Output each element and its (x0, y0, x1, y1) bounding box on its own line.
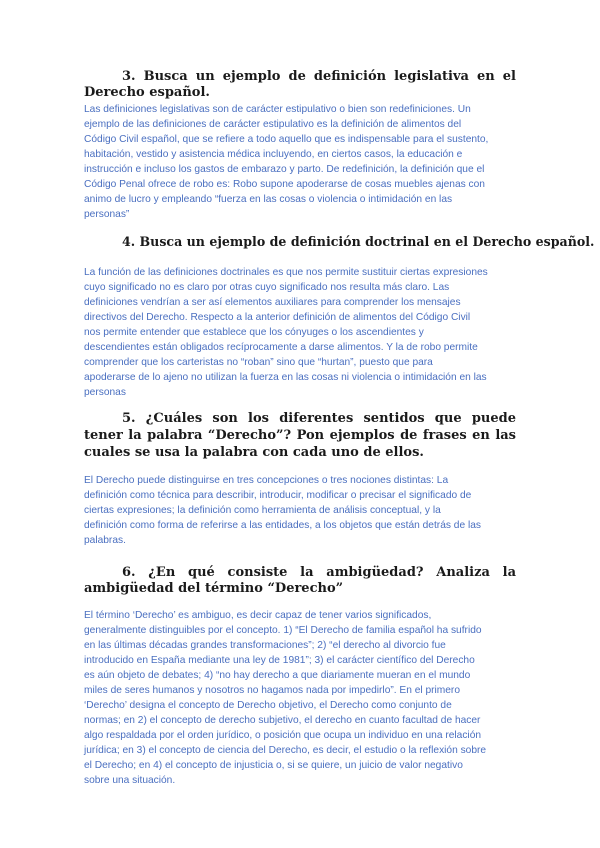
answer-line: cuyo significado no es claro por otras cuyo significado nos resulta más claro. Las (84, 282, 450, 293)
answer-line: personas (84, 387, 126, 398)
answer-line: Las definiciones legislativas son de carácter estipulativo o bien son redefiniciones. Un (84, 104, 471, 115)
answer-line: el Derecho; en 4) el concepto de injusticia o, si se quiere, un juicio de valor negativo (84, 760, 463, 771)
answer-paragraph-6 (84, 608, 486, 788)
answer-line: Código Penal ofrece de robo es: Robo supone apoderarse de cosas muebles ajenas con (84, 179, 485, 190)
answer-line: palabras. (84, 535, 126, 546)
answer-line: generalmente distinguibles por el concepto. 1) “El Derecho de familia español ha sufrido (84, 625, 482, 636)
answer-line: algo respaldada por el orden jurídico, o posición que ocupa un individuo en una relación (84, 730, 482, 741)
answer-line: descendientes están obligados recíprocamente a darse alimentos. Y la de robo permite (84, 342, 478, 353)
answer-line: habitación, vestido y asistencia médica incluyendo, en ciertos casos, la educación e (84, 149, 463, 160)
answer-paragraph-4 (84, 265, 488, 400)
answer-line: definición como forma de referirse a las entidades, a los objetos que están detrás de las (84, 520, 481, 531)
answer-line: El término ‘Derecho’ es ambiguo, es decir capaz de tener varios significados, (84, 610, 432, 621)
answer-line: El Derecho puede distinguirse en tres concepciones o tres nociones distintas: La (84, 475, 449, 486)
answer-line: ciertas expresiones; la definición como herramienta de análisis conceptual, y la (84, 505, 441, 516)
question-heading-4: 4. Busca un ejemplo de definición doctrinal en el Derecho español. (122, 234, 595, 249)
answer-line: en las últimas décadas grandes transformaciones”; 2) “el derecho al divorcio fue (84, 640, 446, 651)
answer-line: definiciones vendrían a ser así elementos auxiliares para comprender los mensajes (84, 297, 461, 308)
answer-line: normas; en 2) el concepto de derecho subjetivo, el derecho en cuanto facultad de hacer (84, 715, 481, 726)
answer-line: ejemplo de las definiciones de carácter estipulativo es la definición de alimentos del (84, 119, 462, 130)
answer-paragraph-5 (84, 473, 481, 548)
answer-line: instrucción e incluso los gastos de embarazo y parto. De redefinición, la definición que el (84, 164, 485, 175)
answer-line: apoderarse de lo ajeno no utilizan la fuerza en las cosas ni violencia o intimidación en las (84, 372, 487, 383)
answer-line: ‘Derecho’ designa el concepto de Derecho objetivo, el Derecho como conjunto de (84, 700, 452, 711)
answer-line: comprender que los carteristas no “roban” sino que “hurtan”, puesto que para (84, 357, 433, 368)
answer-line: miles de seres humanos y nosotros no hagamos nada por impedirlo”. En el primero (84, 685, 460, 696)
answer-line: definición como técnica para describir, introducir, modificar o precisar el significado de (84, 490, 472, 501)
question-heading-6: 6. ¿En qué consiste la ambigüedad? Analiza la ambigüedad del término “Derecho” (84, 565, 516, 596)
answer-line: La función de las definiciones doctrinales es que nos permite sustituir ciertas expresiones (84, 267, 488, 278)
answer-line: Código Civil español, que se refiere a todo aquello que es indispensable para el sustento, (84, 134, 489, 145)
answer-paragraph-3 (84, 102, 488, 222)
answer-line: jurídica; en 3) el concepto de ciencia del Derecho, es decir, el estudio o la reflexión sobre (84, 745, 487, 756)
answer-line: animo de lucro y empleando “fuerza en las cosas o violencia o intimidación en las (84, 194, 453, 205)
question-heading-5: 5. ¿Cuáles son los diferentes sentidos que puede tener la palabra “Derecho”? Pon ejemplos de frases en las cuales se usa la palabra con cada uno de ellos. (84, 411, 516, 460)
answer-line: introducido en España mediante una ley de 1981”; 3) el carácter científico del Derecho (84, 655, 475, 666)
answer-line: directivos del Derecho. Respecto a la anterior definición de alimentos del Código Civil (84, 312, 471, 323)
answer-line: es aún objeto de debates; 4) “no hay derecho a que diariamente mueran en el mundo (84, 670, 471, 681)
answer-line: personas” (84, 209, 130, 220)
answer-line: sobre una situación. (84, 775, 176, 786)
answer-line: nos permite entender que establece que los cónyuges o los ascendientes y (84, 327, 424, 338)
question-heading-3: 3. Busca un ejemplo de definición legislativa en el Derecho español. (84, 69, 516, 100)
